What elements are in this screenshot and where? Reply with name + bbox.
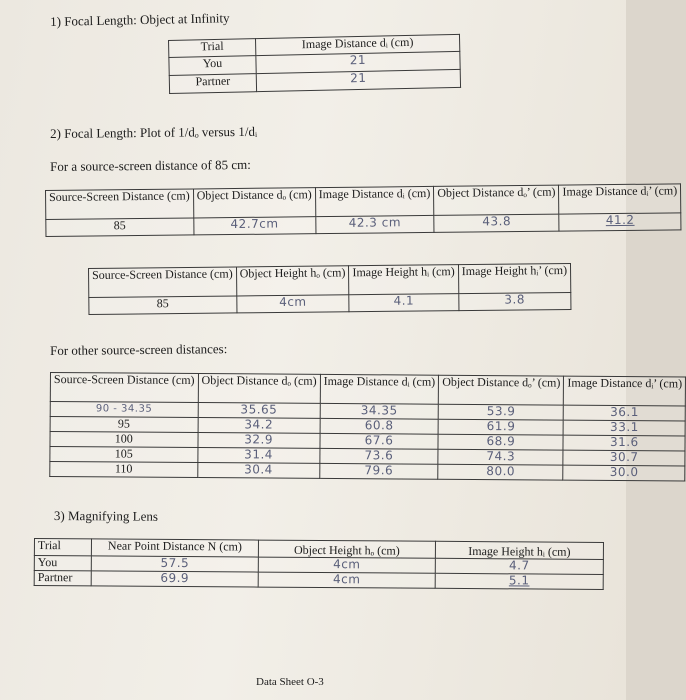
cell-object-height: 4cm (258, 557, 435, 573)
distance-table-85 (45, 183, 682, 237)
other-distances-intro: For other source-screen distances: (50, 341, 228, 358)
header-object-height: Object Height hₒ (cm) (236, 266, 349, 296)
cell-object-distance-prime: 68.9 (438, 434, 563, 450)
header-source-screen: Source-Screen Distance (cm) (46, 189, 194, 220)
cell-object-distance: 30.4 (197, 463, 319, 479)
cell-image-distance: 42.3 cm (315, 215, 434, 233)
table-row (34, 571, 603, 590)
header-image-height-prime: Image Height hᵢ’ (cm) (458, 263, 571, 293)
cell-source-screen: 110 (50, 462, 198, 478)
header-object-distance: Object Distance dₒ (cm) (193, 188, 315, 218)
cell-object-distance: 42.7cm (193, 217, 315, 235)
header-trial: Trial (34, 539, 91, 556)
header-object-distance-prime: Object Distance dₒ’ (cm) (439, 375, 564, 405)
cell-object-distance: 35.65 (198, 403, 320, 419)
cell-near-point: 57.5 (91, 556, 258, 572)
cell-image-distance-prime: 30.0 (563, 465, 685, 481)
section2-title: 2) Focal Length: Plot of 1/dₒ versus 1/dᵢ (50, 123, 258, 141)
handwritten-value: 21 (256, 69, 460, 91)
header-trial: Trial (169, 39, 256, 58)
cell-object-distance-prime: 74.3 (438, 449, 563, 465)
cell-image-distance-prime: 41.2 (559, 213, 681, 231)
cell-source-screen: 85 (46, 218, 194, 237)
row-label: Partner (34, 571, 91, 586)
cell-image-distance: 67.6 (320, 433, 439, 449)
header-near-point: Near Point Distance N (cm) (91, 539, 258, 557)
row-label: You (34, 556, 91, 571)
cell-source-screen: 90 - 34.35 (50, 402, 198, 418)
row-label: Partner (169, 74, 256, 94)
header-image-distance: Image Distance dᵢ (cm) (315, 186, 434, 216)
header-object-height: Object Height hₒ (cm) (258, 540, 435, 558)
cell-object-distance: 34.2 (198, 418, 320, 434)
cell-source-screen: 105 (50, 447, 198, 463)
cell-object-height: 4cm (236, 295, 349, 313)
section2-intro: For a source-screen distance of 85 cm: (50, 156, 251, 174)
cell-image-height-prime: 3.8 (458, 292, 571, 310)
cell-image-height: 4.7 (435, 558, 603, 574)
cell-image-distance: 34.35 (320, 403, 439, 419)
cell-image-distance: 73.6 (320, 448, 439, 464)
cell-object-distance: 31.4 (197, 448, 319, 464)
cell-image-distance: 60.8 (320, 418, 439, 434)
header-image-height: Image Height hᵢ (cm) (435, 541, 603, 559)
header-source-screen: Source-Screen Distance (cm) (50, 373, 198, 403)
row-label: You (169, 56, 256, 76)
header-object-distance-prime: Object Distance dₒ’ (cm) (434, 185, 559, 215)
table-row (89, 292, 571, 314)
header-image-distance: Image Distance dᵢ (cm) (255, 34, 459, 55)
cell-object-distance: 32.9 (198, 433, 320, 449)
cell-source-screen: 95 (50, 417, 198, 433)
footer-label: Data Sheet O-3 (256, 676, 324, 688)
table-row (50, 462, 685, 481)
cell-object-height: 4cm (258, 572, 435, 588)
cell-near-point: 69.9 (91, 571, 258, 587)
cell-source-screen: 85 (89, 296, 237, 315)
header-image-distance-prime: Image Distance dᵢ’ (cm) (564, 376, 686, 406)
distance-table-other (49, 372, 686, 481)
section1-title: 1) Focal Length: Object at Infinity (50, 10, 230, 29)
section3-title: 3) Magnifying Lens (53, 508, 158, 524)
cell-image-height: 4.1 (349, 294, 458, 312)
header-image-distance: Image Distance dᵢ (cm) (320, 374, 439, 404)
magnifying-lens-table (34, 538, 604, 590)
cell-image-distance-prime: 30.7 (563, 450, 685, 466)
focal-infinity-table (168, 34, 461, 94)
handwritten-value: 21 (256, 51, 460, 73)
cell-object-distance-prime: 61.9 (438, 419, 563, 435)
header-source-screen: Source-Screen Distance (cm) (89, 267, 237, 298)
cell-image-distance-prime: 33.1 (564, 420, 686, 436)
cell-source-screen: 100 (50, 432, 198, 448)
header-image-distance-prime: Image Distance dᵢ’ (cm) (559, 184, 681, 214)
cell-image-distance-prime: 31.6 (563, 435, 685, 451)
cell-object-distance-prime: 53.9 (438, 404, 563, 420)
header-object-distance: Object Distance dₒ (cm) (198, 374, 320, 404)
cell-image-height: 5.1 (435, 573, 603, 589)
cell-object-distance-prime: 43.8 (434, 214, 559, 232)
height-table-85 (88, 263, 571, 315)
cell-image-distance-prime: 36.1 (564, 405, 686, 421)
header-image-height: Image Height hᵢ (cm) (349, 265, 459, 295)
cell-object-distance-prime: 80.0 (438, 464, 563, 480)
cell-image-distance: 79.6 (319, 463, 438, 479)
